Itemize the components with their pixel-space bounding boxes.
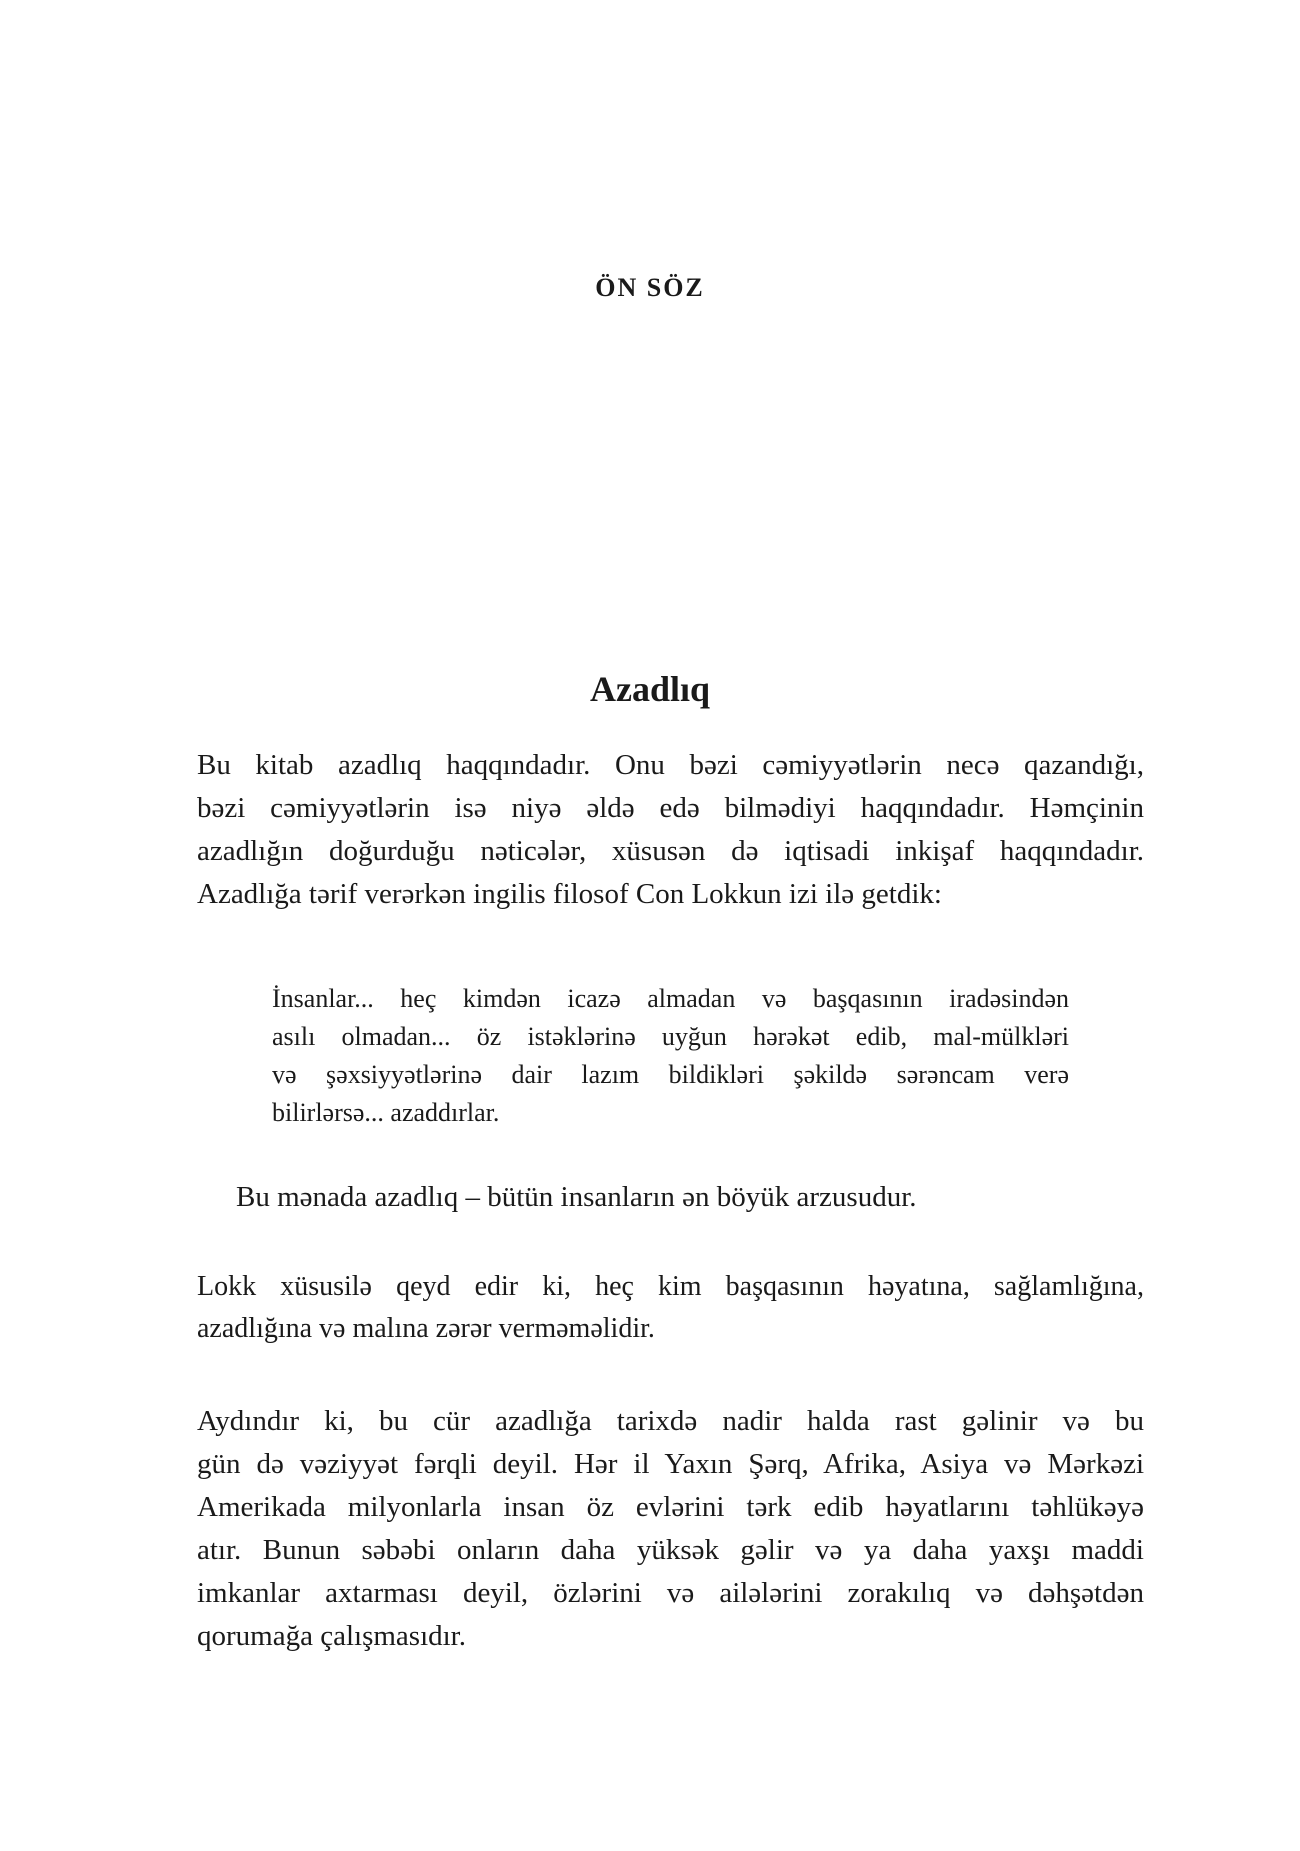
text-line: Aydındır ki, bu cür azadlığa tarixdə nadir halda rast gəlinir və bu — [197, 1405, 1144, 1437]
text-line: azadlığına və malına zərər verməməlidir. — [197, 1313, 655, 1344]
paragraph-intro — [197, 744, 1144, 916]
quote-line: asılı olmadan... öz istəklərinə uyğun hərəkət edib, mal-mülkləri — [272, 1022, 1069, 1051]
paragraph-definition: Bu mənada azadlıq – bütün insanların ən böyük arzusudur. — [236, 1181, 917, 1213]
chapter-title: Azadlıq — [589, 669, 711, 709]
text-line: bəzi cəmiyyətlərin isə niyə əldə edə bilmədiyi haqqındadır. Həmçinin — [197, 792, 1144, 824]
quote-line: İnsanlar... heç kimdən icazə almadan və başqasının iradəsindən — [272, 984, 1069, 1013]
paragraph-history — [197, 1400, 1144, 1658]
quote-line: bilirlərsə... azaddırlar. — [272, 1098, 500, 1127]
text-line: Azadlığa tərif verərkən ingilis filosof Con Lokkun izi ilə getdik: — [197, 878, 942, 910]
block-quote — [272, 980, 1069, 1132]
text-line: Amerikada milyonlarla insan öz evlərini tərk edib həyatlarını təhlükəyə — [197, 1491, 1144, 1523]
text-line: qorumağa çalışmasıdır. — [197, 1620, 466, 1652]
text-line: azadlığın doğurduğu nəticələr, xüsusən də iqtisadi inkişaf haqqındadır. — [197, 835, 1144, 867]
text-line: atır. Bunun səbəbi onların daha yüksək gəlir və ya daha yaxşı maddi — [197, 1534, 1144, 1566]
text-line: imkanlar axtarması deyil, özlərini və ailələrini zorakılıq və dəhşətdən — [197, 1577, 1144, 1609]
quote-line: və şəxsiyyətlərinə dair lazım bildikləri şəkildə sərəncam verə — [272, 1060, 1069, 1089]
text-line: Bu kitab azadlıq haqqındadır. Onu bəzi cəmiyyətlərin necə qazandığı, — [197, 749, 1144, 781]
text-line: gün də vəziyyət fərqli deyil. Hər il Yaxın Şərq, Afrika, Asiya və Mərkəzi — [197, 1448, 1144, 1480]
text-line: Lokk xüsusilə qeyd edir ki, heç kim başqasının həyatına, sağlamlığına, — [197, 1271, 1144, 1302]
paragraph-locke — [197, 1266, 1144, 1350]
section-label: ÖN SÖZ — [595, 273, 705, 302]
